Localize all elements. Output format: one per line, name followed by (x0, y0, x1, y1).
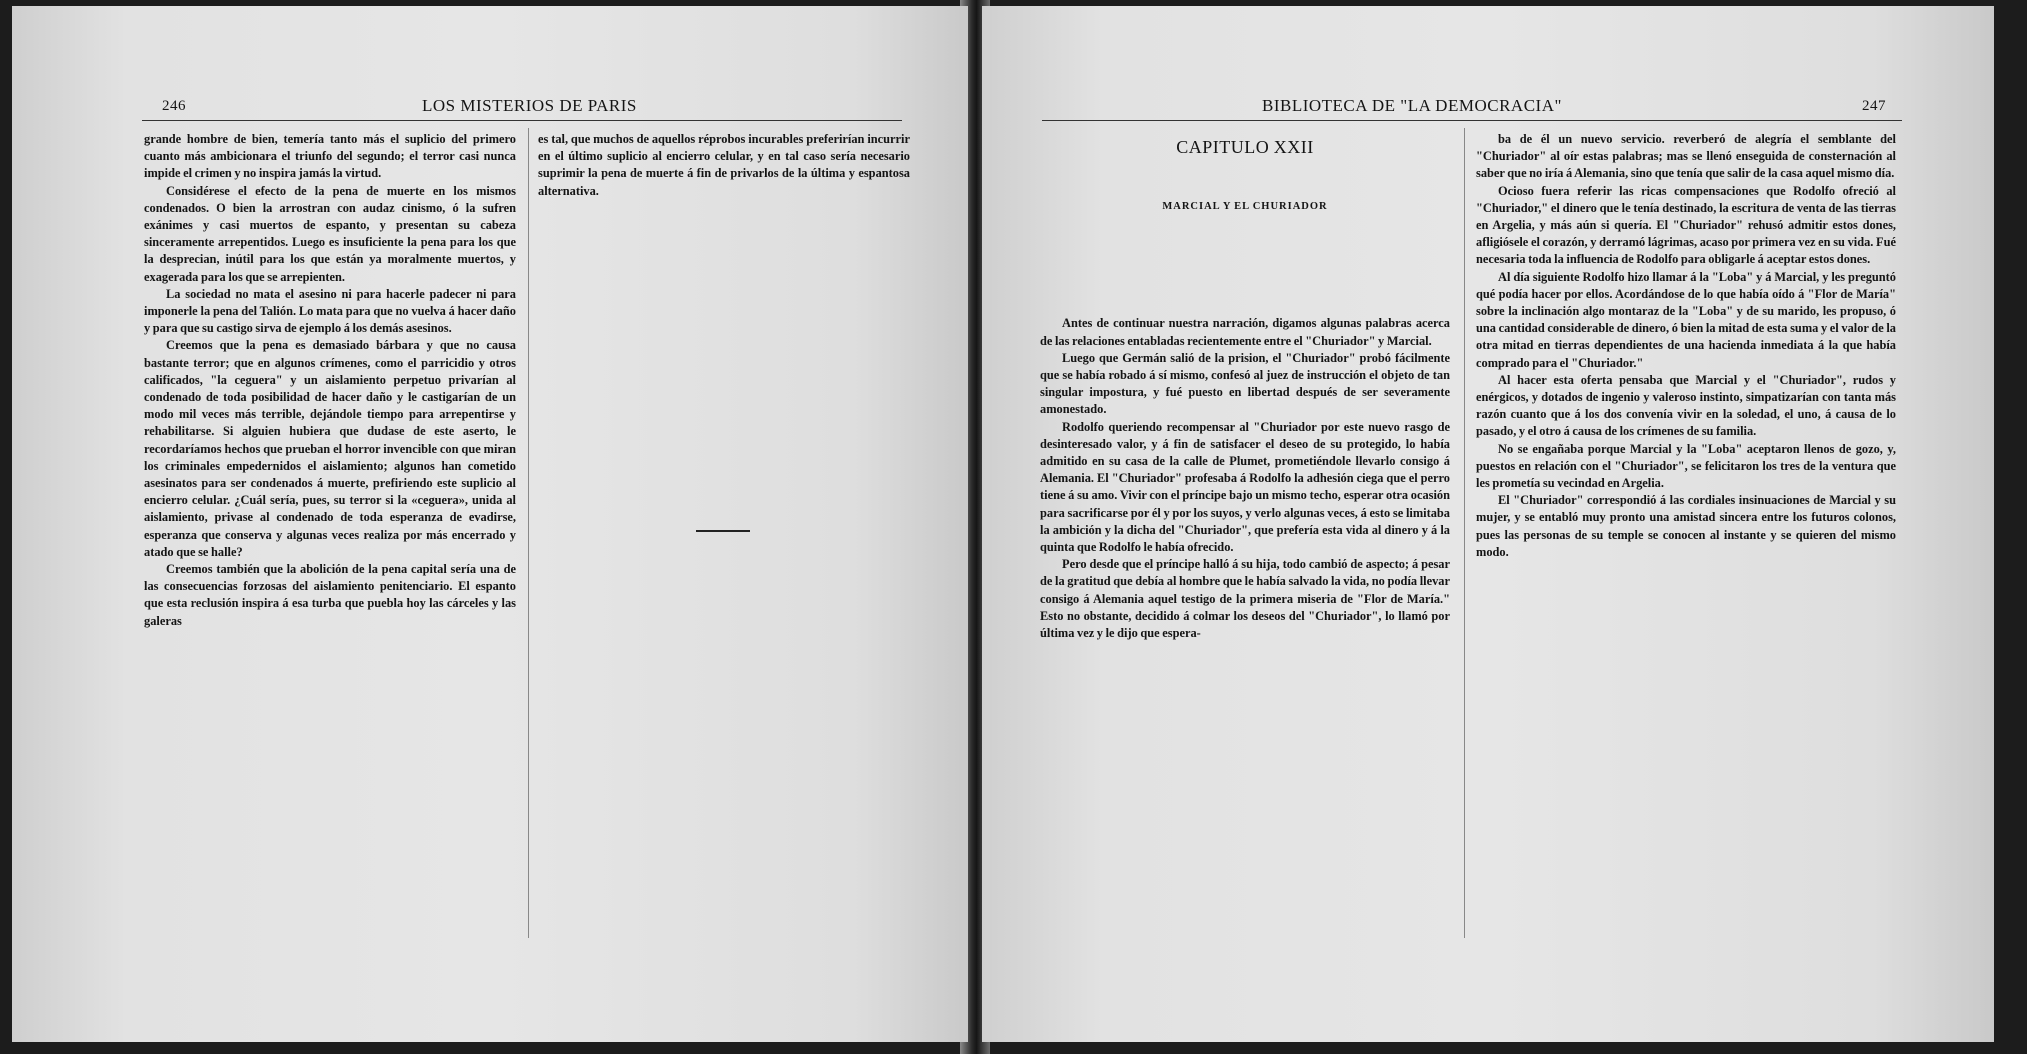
left-head-rule (142, 120, 902, 121)
paragraph: grande hombre de bien, temería tanto más el suplicio del primero cuanto más ambicionara el triunfo del segundo; el terror casi nunca impide el crimen y no inspira jamás la virtud. (144, 132, 516, 181)
paragraph: Considérese el efecto de la pena de muerte en los mismos condenados. O bien la arrostran con audaz cinismo, ó la sufren exánimes y casi muertos de espanto, y presentan su cabeza sinceramente arrepentidos. Luego es insuficiente la pena para los que la desprecian, inútil para los que están ya moralmente muertos, y exagerada para los que se arrepienten. (144, 183, 516, 284)
left-column-divider (528, 128, 529, 938)
right-column-1-text (1040, 315, 1450, 642)
paragraph: Al hacer esta oferta pensaba que Marcial y el "Churiador", rudos y enérgicos, y dotados de ingenio y valeroso instinto, simpatizarían con tanta más razón cuanto que á los dos convenía vivir en la soledad, el uno, á causa de lo pasado, y el otro á causa de los crímenes de su familia. (1476, 372, 1896, 439)
paragraph: es tal, que muchos de aquellos réprobos incurables preferirían incurrir en el último suplicio al encierro celular, y en tal caso sería necesario suprimir la pena de muerte á fin de privarlos de la última y espantosa alternativa. (538, 132, 910, 198)
paragraph: Creemos que la pena es demasiado bárbara y que no causa bastante terror; que en algunos crímenes, como el parricidio y otros calificados, "la ceguera" y un aislamiento perpetuo privarían al condenado de toda posibilidad de hacer daño y le castigarían de un modo mil veces más terrible, dejándole tiempo para arrepentirse y rehabilitarse. Si alguien hubiera que dudase de este aserto, le recordaríamos hechos que prueban el horror invencible con que miran los criminales empedernidos el aislamiento; algunos han cometido asesinatos para ser condenados á muerte, prefiriendo este suplicio al encierro celular. ¿Cuál sería, pues, su terror si la «ceguera», unida al aislamiento, privase al condenado de toda esperanza de evadirse, esperanza que conserva y algunas veces realiza por más encerrado y atado que se halle? (144, 338, 516, 559)
paragraph: Creemos también que la abolición de la pena capital sería una de las consecuencias forzosas del aislamiento penitenciario. El espanto que esta reclusión inspira á esa turba que puebla hoy las cárceles y las galeras (144, 562, 516, 628)
paragraph: No se engañaba porque Marcial y la "Loba" aceptaron llenos de gozo, y, puestos en relación con el "Churiador", se felicitaron los tres de la ventura que les prometía su vecindad en Argelia. (1476, 441, 1896, 491)
paragraph: Antes de continuar nuestra narración, digamos algunas palabras acerca de las relaciones entabladas recientemente entre el "Churiador" y Marcial. (1040, 316, 1450, 348)
paragraph: La sociedad no mata el asesino ni para hacerle padecer ni para imponerle la pena del Talión. Lo mata para que no vuelva á hacer daño y para que su castigo sirva de ejemplo á los demás asesinos. (144, 286, 516, 336)
paragraph: Ocioso fuera referir las ricas compensaciones que Rodolfo ofreció al "Churiador," el dinero que le tenía destinado, la escritura de venta de las tierras en Argelia, y más aún si quería. El "Churiador" rehusó admitir estos dones, afligiósele el corazón, y derramó lágrimas, acaso por primera vez en su vida. Fué necesaria toda la influencia de Rodolfo para obligarle á aceptar estos dones. (1476, 183, 1896, 267)
chapter-subtitle: MARCIAL Y EL CHURIADOR (1162, 201, 1328, 213)
paragraph: Pero desde que el príncipe halló á su hija, todo cambió de aspecto; á pesar de la gratitud que debía al hombre que le había salvado la vida, no podía llevar consigo á Alemania aquel testigo de la primera miseria de "Flor de María." Esto no obstante, decidido á colmar los deseos del "Churiador", lo llamó por última vez y le dijo que espera- (1040, 557, 1450, 641)
right-column-2 (1476, 131, 1896, 561)
left-folio: 246 (162, 98, 186, 114)
left-running-title: LOS MISTERIOS DE PARIS (422, 96, 637, 115)
right-column-1 (1040, 131, 1450, 642)
right-page (982, 6, 1994, 1042)
right-column-divider (1464, 128, 1465, 938)
left-column-2 (538, 131, 910, 200)
chapter-title: CAPITULO XXII (1176, 137, 1314, 157)
left-running-head (102, 96, 902, 120)
left-column-1 (144, 131, 516, 630)
left-page (12, 6, 968, 1042)
paragraph: ba de él un nuevo servicio. reverberó de alegría el semblante del "Churiador" al oír estas palabras; mas se llenó enseguida de consternación al saber que no iría á Alemania, sino que tenía que salir de la casa aquel mismo día. (1476, 132, 1896, 181)
paragraph: Rodolfo queriendo recompensar al "Churiador por este nuevo rasgo de desinteresado valor, y á fin de satisfacer el deseo de su protegido, lo había admitido en su casa de la calle de Plumet, prometiéndole llevarlo consigo á Alemania. El "Churiador" profesaba á Rodolfo la adhesión ciega que el perro tiene á su amo. Vivir con el príncipe bajo un mismo techo, esperar otra ocasión para sacrificarse por él y por los suyos, y verlo algunas veces, á esto se limitaba la ambición y la dicha del "Churiador", que prefería esta vida al dinero y á la quinta que Rodolfo le había ofrecido. (1040, 419, 1450, 555)
paragraph: El "Churiador" correspondió á las cordiales insinuaciones de Marcial y su mujer, y se entabló muy pronto una amistad sincera entre los futuros colonos, pues las personas de su temple se conocen al instante y se quieren del mismo modo. (1476, 493, 1896, 559)
right-running-head (1002, 96, 1942, 120)
right-folio: 247 (1862, 98, 1886, 114)
right-running-title: BIBLIOTECA DE "LA DEMOCRACIA" (1262, 96, 1562, 115)
end-of-chapter-rule (696, 530, 750, 532)
right-head-rule (1042, 120, 1902, 121)
paragraph: Luego que Germán salió de la prision, el "Churiador" probó fácilmente que se había robado á sí mismo, confesó al juez de instrucción el objeto de tan singular impostura, y fué puesto en libertad después de ser severamente amonestado. (1040, 350, 1450, 417)
paragraph: Al día siguiente Rodolfo hizo llamar á la "Loba" y á Marcial, y les preguntó qué podía hacer por ellos. Acordándose de lo que había oído á "Flor de María" sobre la inclinación algo montaraz de la "Loba" y de su marido, les propuso, ó una cantidad considerable de dinero, ó bien la mitad de esta suma y el valor de la otra mitad en tierras dependientes de una hacienda inmediata á la que había comprado para el "Churiador." (1476, 269, 1896, 370)
